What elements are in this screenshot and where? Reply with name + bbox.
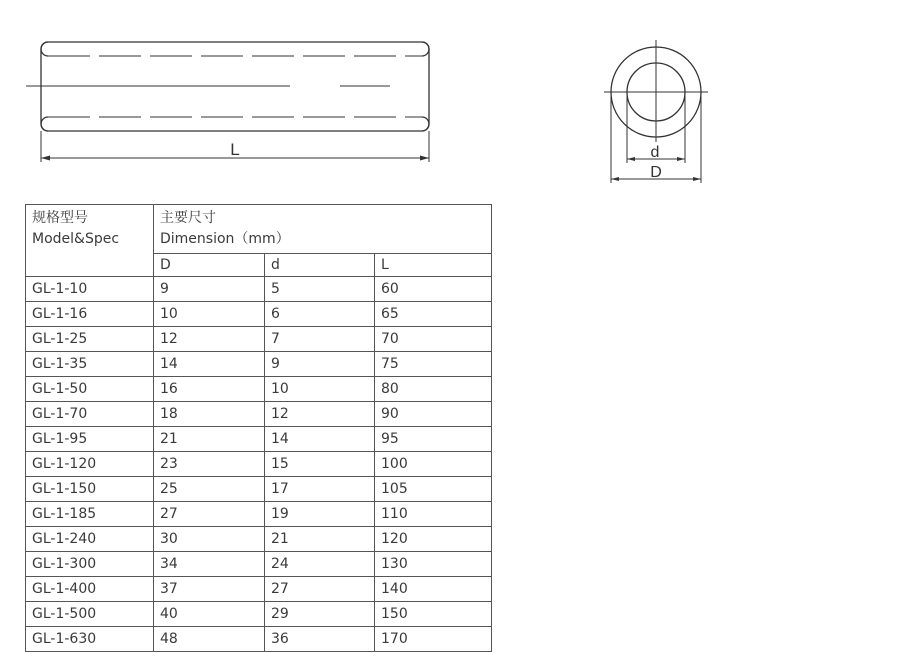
model-cell: GL-1-10 <box>26 277 154 302</box>
table-row <box>26 327 492 352</box>
model-cell: GL-1-500 <box>26 602 154 627</box>
model-spec-header <box>26 205 154 277</box>
outer-diameter-cell: 21 <box>154 427 265 452</box>
length-cell: 70 <box>375 327 492 352</box>
table-row <box>26 377 492 402</box>
length-cell: 130 <box>375 552 492 577</box>
length-label: L <box>230 140 240 159</box>
table-row <box>26 452 492 477</box>
outer-diameter-cell: 23 <box>154 452 265 477</box>
length-cell: 95 <box>375 427 492 452</box>
outer-diameter-label: D <box>650 164 662 181</box>
outer-diameter-cell: 10 <box>154 302 265 327</box>
inner-diameter-cell: 5 <box>265 277 375 302</box>
inner-diameter-cell: 10 <box>265 377 375 402</box>
tube-end-view-diagram <box>590 30 720 190</box>
model-spec-header-en: Model&Spec <box>32 231 120 247</box>
arrow-right-icon <box>677 157 685 161</box>
table-row <box>26 502 492 527</box>
length-cell: 140 <box>375 577 492 602</box>
column-header-inner-diameter: d <box>265 254 375 277</box>
outer-diameter-cell: 12 <box>154 327 265 352</box>
table-row <box>26 577 492 602</box>
outer-diameter-cell: 27 <box>154 502 265 527</box>
dimension-header-cn: 主要尺寸 <box>160 210 216 226</box>
outer-diameter-cell: 14 <box>154 352 265 377</box>
outer-diameter-cell: 30 <box>154 527 265 552</box>
outer-diameter-cell: 18 <box>154 402 265 427</box>
length-cell: 105 <box>375 477 492 502</box>
inner-diameter-cell: 17 <box>265 477 375 502</box>
table-row <box>26 352 492 377</box>
inner-diameter-cell: 27 <box>265 577 375 602</box>
length-cell: 110 <box>375 502 492 527</box>
model-cell: GL-1-95 <box>26 427 154 452</box>
table-row <box>26 602 492 627</box>
model-cell: GL-1-150 <box>26 477 154 502</box>
arrow-right-icon <box>693 177 701 181</box>
inner-diameter-cell: 12 <box>265 402 375 427</box>
table-row <box>26 552 492 577</box>
inner-diameter-cell: 14 <box>265 427 375 452</box>
dimension-header <box>154 205 492 254</box>
model-spec-header-cn: 规格型号 <box>32 210 88 226</box>
length-cell: 150 <box>375 602 492 627</box>
length-cell: 75 <box>375 352 492 377</box>
length-cell: 90 <box>375 402 492 427</box>
inner-diameter-cell: 21 <box>265 527 375 552</box>
inner-diameter-cell: 7 <box>265 327 375 352</box>
inner-diameter-cell: 24 <box>265 552 375 577</box>
inner-diameter-cell: 19 <box>265 502 375 527</box>
column-header-outer-diameter: D <box>154 254 265 277</box>
model-cell: GL-1-185 <box>26 502 154 527</box>
arrow-left-icon <box>611 177 619 181</box>
model-cell: GL-1-25 <box>26 327 154 352</box>
table-row <box>26 627 492 652</box>
model-cell: GL-1-35 <box>26 352 154 377</box>
table-row <box>26 427 492 452</box>
model-cell: GL-1-120 <box>26 452 154 477</box>
length-cell: 80 <box>375 377 492 402</box>
length-cell: 65 <box>375 302 492 327</box>
column-header-length: L <box>375 254 492 277</box>
dimension-header-en: Dimension（mm） <box>160 231 290 247</box>
inner-diameter-cell: 36 <box>265 627 375 652</box>
arrow-right-icon <box>420 156 429 161</box>
arrow-left-icon <box>41 156 50 161</box>
model-cell: GL-1-630 <box>26 627 154 652</box>
outer-diameter-cell: 40 <box>154 602 265 627</box>
outer-diameter-cell: 9 <box>154 277 265 302</box>
inner-diameter-cell: 9 <box>265 352 375 377</box>
outer-diameter-cell: 34 <box>154 552 265 577</box>
tube-side-view-diagram <box>0 0 460 175</box>
model-cell: GL-1-400 <box>26 577 154 602</box>
table-header-row <box>26 205 492 254</box>
length-cell: 100 <box>375 452 492 477</box>
inner-diameter-label: d <box>650 144 660 161</box>
table-row <box>26 527 492 552</box>
length-cell: 170 <box>375 627 492 652</box>
table-row <box>26 277 492 302</box>
inner-diameter-cell: 15 <box>265 452 375 477</box>
table-row <box>26 302 492 327</box>
model-cell: GL-1-300 <box>26 552 154 577</box>
model-cell: GL-1-50 <box>26 377 154 402</box>
specification-table <box>25 204 492 652</box>
specification-table-body <box>26 205 492 652</box>
outer-diameter-cell: 16 <box>154 377 265 402</box>
outer-diameter-cell: 37 <box>154 577 265 602</box>
outer-diameter-cell: 48 <box>154 627 265 652</box>
arrow-left-icon <box>627 157 635 161</box>
tube-inner-top-curve <box>41 42 429 56</box>
model-cell: GL-1-240 <box>26 527 154 552</box>
length-cell: 120 <box>375 527 492 552</box>
table-row <box>26 402 492 427</box>
inner-diameter-cell: 29 <box>265 602 375 627</box>
tube-inner-bottom-curve <box>41 117 429 131</box>
model-cell: GL-1-16 <box>26 302 154 327</box>
length-cell: 60 <box>375 277 492 302</box>
table-row <box>26 477 492 502</box>
model-cell: GL-1-70 <box>26 402 154 427</box>
outer-diameter-cell: 25 <box>154 477 265 502</box>
inner-diameter-cell: 6 <box>265 302 375 327</box>
